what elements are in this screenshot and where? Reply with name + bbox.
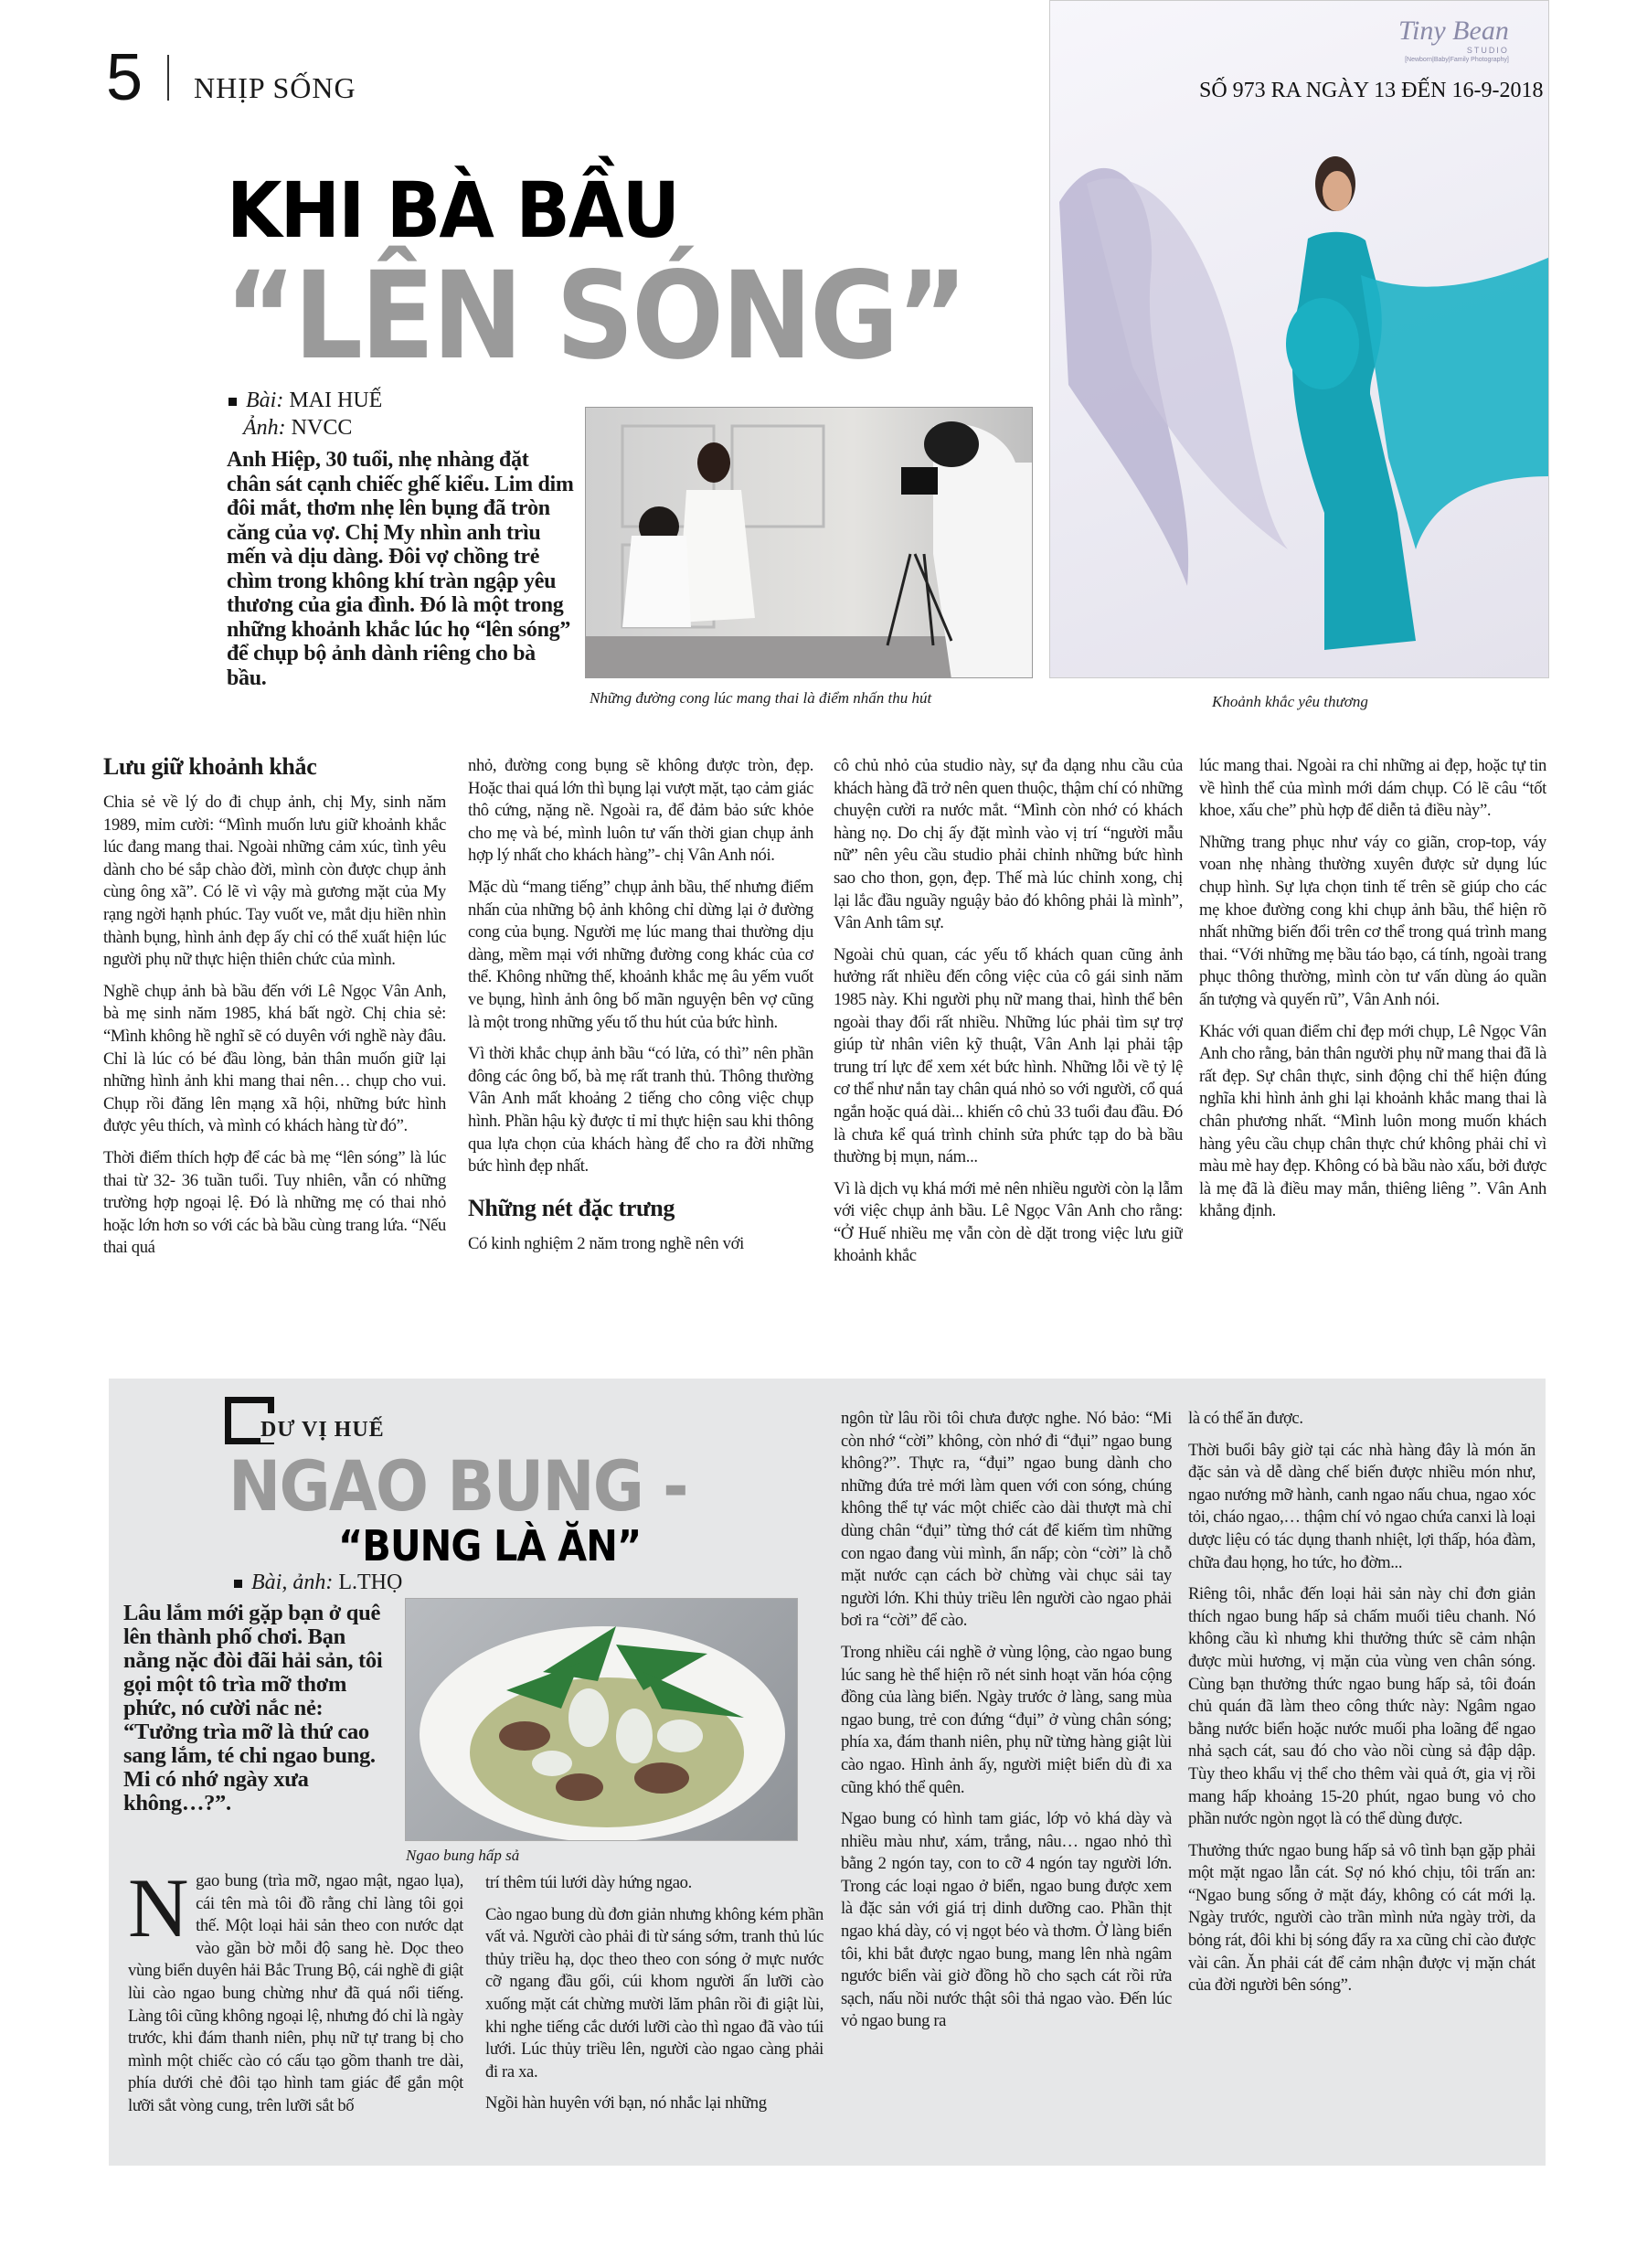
- paragraph: Khác với quan điểm chỉ đẹp mới chụp, Lê Ngọc Vân Anh cho rằng, bản thân người phụ nữ mang thai đã là rất đẹp. Sự chân thực, sinh động chỉ thể hiện đúng nghĩa khi hình ảnh ghi lại khoảnh khắc mang thai là chân phương nhất. “Mình luôn mong muốn khách hàng yêu cầu chụp chân thực chứ không phải chỉ vì màu mè hay đẹp. Không có bà bầu nào xấu, bởi được là mẹ đã là điều may mắn, thiêng liêng ”. Vân Anh khẳng định.: [1199, 1021, 1546, 1221]
- paragraph: lúc mang thai. Ngoài ra chỉ những ai đẹp, hoặc tự tin về hình thể của mình mới dám chụp. Có lẽ câu “tốt khoe, xấu che” phù hợp để diễn tả điều này”.: [1199, 756, 1546, 821]
- paragraph: Riêng tôi, nhắc đến loại hải sản này chỉ đơn giản thích ngao bung hấp sả chấm muối tiêu chanh. Nó không cầu kì nhưng khi thưởng thức sẽ cảm nhận được mùi hương, vị mặn của vùng ven chân sóng. Cùng bạn thưởng thức ngao bung hấp sả, tôi đoán chủ quán đã làm theo công thức này: Ngâm ngao bằng nước biển hoặc nước muối pha loãng để ngao nhả sạch cát, sau đó cho vào nồi cùng sả đập dập. Tùy theo khẩu vị thể cho thêm vài quả ớt, gia vị rồi mang hấp khoảng 15-20 phút, ngao bung vỏ cho phần nước ngòn ngọt là có thể dùng được.: [1188, 1584, 1535, 1829]
- paragraph: nhỏ, đường cong bụng sẽ không được tròn, đẹp. Hoặc thai quá lớn thì bụng lại vượt mặt, tạo cảm giác thô cứng, nặng nề. Ngoài ra, để đảm bảo sức khỏe cho mẹ và bé, mình luôn tư vấn thời gian chụp ảnh hợp lý nhất cho khách hàng”- chị Vân Anh nói.: [468, 756, 813, 866]
- article-column: [468, 755, 813, 1340]
- article-title-line2: “LÊN SÓNG”: [225, 246, 966, 387]
- photo-illustration: [586, 408, 1033, 678]
- paragraph: Ngao bung có hình tam giác, lớp vỏ khá dày và nhiều màu như, xám, trắng, nâu… ngao nhỏ thì bằng 2 ngón tay, con to cỡ 4 ngón tay người lớn. Trong các loại ngao ở biển, ngao bung được xem là đặc sản với giá trị dinh dưỡng cao. Phần thịt ngao khá dày, có vị ngọt béo và thơm. Ở làng biển tôi, khi bắt được ngao bung, mang lên nhà ngâm ngước biển vài giờ đồng hồ cho sạch cát rồi rửa sạch, nấu nồi nước thật sôi thả ngao vào. Đến lúc vỏ ngao bung ra: [841, 1809, 1172, 2031]
- byline: [234, 1569, 402, 1596]
- bullet-icon: [234, 1580, 242, 1588]
- byline-label: Bài:: [246, 389, 284, 412]
- article-column: [1199, 755, 1546, 1340]
- paragraph: Thưởng thức ngao bung hấp sả vô tình bạn gặp phải một mặt ngao lẫn cát. Sợ nó khó chịu, tôi trấn an: “Ngao bung sống ở mặt đáy, không có cát mới lạ. Ngày trước, người cào trần mình nửa ngày trời, da bỏng rát, đôi khi bị sóng đẩy ra xa cũng chỉ cào được vài cân. Ăn phải cát để cảm nhận được vị mặn chát của đời người bên sóng”.: [1188, 1840, 1535, 1996]
- paragraph: cô chủ nhỏ của studio này, sự đa dạng nhu cầu của khách hàng đã trở nên quen thuộc, thậm chí có những chuyện cười ra nước mắt. “Mình còn nhớ có khách hàng nọ. Do chị ấy đặt mình vào vị trí “người mẫu nữ” nên yêu cầu studio phải chỉnh những bức hình sao cho thon, gọn, đẹp. Thế mà lúc chỉnh xong, chị lại lắc đầu nguầy nguậy bảo đó không phải là mình”, Vân Anh tâm sự.: [834, 756, 1183, 933]
- section-title: NHỊP SỐNG: [194, 71, 356, 104]
- paragraph: Thời buổi bây giờ tại các nhà hàng đây là món ăn đặc sản và dễ dàng chế biến được nhiều món như, ngao nướng mỡ hành, canh ngao nấu chua, ngao xóc tỏi, cháo ngao,… thậm chí vỏ ngao chứa canxi là loại dược liệu có tác dụng thanh nhiệt, lợi thấp, hóa đàm, chữa đau họng, ho tức, ho đờm...: [1188, 1440, 1535, 1572]
- byline-author: L.THỌ: [338, 1571, 403, 1594]
- subheading: Những nét đặc trưng: [468, 1194, 675, 1221]
- paragraph: Vì thời khắc chụp ảnh bầu “có lửa, có thì” nên phần đông các ông bố, bà mẹ rất tranh thủ. Thông thường Vân Anh mất khoảng 2 tiếng cho công việc chụp hình. Phần hậu kỳ được tỉ mỉ thực hiện sau khi thông qua lựa chọn của khách hàng để cho ra đời những bức hình đẹp nhất.: [468, 1044, 813, 1177]
- paragraph: trí thêm túi lưới dày hứng ngao.: [485, 1873, 692, 1892]
- article-lead: Anh Hiệp, 30 tuổi, nhẹ nhàng đặt chân sát cạnh chiếc ghế kiểu. Lim dim đôi mắt, thơm nhẹ lên bụng đã tròn căng của vợ. Chị My nhìn anh trìu mến và dịu dàng. Đôi vợ chồng trẻ chìm trong không khí tràn ngập yêu thương của gia đình. Đó là một trong những khoảnh khắc lúc họ “lên sóng” để chụp bộ ảnh dành riêng cho bà bầu.: [227, 448, 574, 690]
- paragraph: Thời điểm thích hợp để các bà mẹ “lên sóng” là lúc thai từ 32- 36 tuần tuổi. Tuy nhiên, vẫn có những trường hợp ngoại lệ. Đó là những mẹ có thai nhỏ hoặc lớn hơn so với các bà bầu cùng trang lứa. “Nếu thai quá: [103, 1147, 446, 1258]
- paragraph: Ngoài chủ quan, các yếu tố khách quan cũng ảnh hưởng rất nhiều đến công việc của cô gái sinh năm 1985 này. Khi người phụ nữ mang thai, hình thể bên ngoài thay đổi rất nhiều. Những lúc phải tìm sự trợ giúp từ nhân viên kỹ thuật, Vân Anh lại phải tập trung trí lực để xem xét bức hình. Những lỗi về tỷ lệ cơ thể như nắn tay chân quá nhỏ so với người, cổ quá ngắn hoặc quá dài... khiến cô chủ 33 tuổi đau đầu. Đó là chưa kể quá trình chỉnh sửa phức tạp do bà bầu thường bị mụn, nám...: [834, 944, 1183, 1167]
- subheading: Lưu giữ khoảnh khắc: [103, 753, 317, 780]
- clam-dish-photo: [405, 1598, 798, 1841]
- paragraph: Vì là dịch vụ khá mới mẻ nên nhiều người còn lạ lẫm với việc chụp ảnh bầu. Lê Ngọc Vân Anh cho rằng: “Ở Huế nhiều mẹ vẫn còn dè dặt trong việc lưu giữ khoảnh khắc: [834, 1178, 1183, 1266]
- rubric-label: DƯ VỊ HUẾ: [260, 1418, 385, 1442]
- byline-label: Bài, ảnh:: [251, 1571, 334, 1594]
- paragraph: Những trang phục như váy co giãn, crop-top, váy voan nhẹ nhàng thường xuyên được sử dụng lúc chụp hình. Sự lựa chọn tinh tế trên sẽ giúp cho các mẹ khoe đường cong khi chụp ảnh bầu, thể hiện rõ nhất những biến đổi trên cơ thể trong quá trình mang thai. “Với những mẹ bầu táo bạo, cá tính, ngoài trang phục thông thường, mình còn tư vấn dùng áo quần ấn tượng và quyến rũ”, Vân Anh nói.: [1199, 832, 1546, 1009]
- article-column: [834, 755, 1183, 1340]
- issue-date: SỐ 973 RA NGÀY 13 ĐẾN 16-9-2018: [1199, 79, 1544, 102]
- paragraph: Chia sẻ về lý do đi chụp ảnh, chị My, sinh năm 1989, mỉm cười: “Mình muốn lưu giữ khoảnh khắc lúc đang mang thai. Ngoài những cảm xúc, tình yêu dành cho bé sắp chào đời, mình còn được chụp ảnh cùng ông xã”. Có lẽ vì vậy mà gương mặt của My rạng ngời hạnh phúc. Tay vuốt ve, mắt dịu hiền nhìn thành bụng, hình ảnh đẹp ấy chỉ có thể xuất hiện lúc người phụ nữ thực hiện thiên chức của mình.: [103, 793, 446, 970]
- paragraph: ngôn từ lâu rồi tôi chưa được nghe. Nó bảo: “Mi còn nhớ “cời” không, còn nhớ đi “đụi” ngao bung không?”. Thực ra, “đụi” ngao bung dành cho những đứa trẻ mới làm quen với con sóng, chúng không thể tự vác một chiếc cào dài thượt mà chỉ dùng chân “đụi” từng thớ cát để kiếm tìm những con ngao đang vùi mình, ẩn nấp; còn “cời” là chỗ mặt nước cạn cách bờ chừng vài chục sải tay người lớn. Khi thủy triều lên người cào ngao phải bơi ra “cời” để cào.: [841, 1409, 1172, 1631]
- drop-cap: N: [128, 1870, 189, 1954]
- paragraph: Nghề chụp ảnh bà bầu đến với Lê Ngọc Vân Anh, bà mẹ sinh năm 1985, khá bất ngờ. Chị chia sẻ: “Mình không hề nghĩ sẽ có duyên với nghề này đâu. Chỉ là lúc có bé đầu lòng, bản thân muốn giữ lại những hình ảnh khi mang thai nên… chụp cho vui. Chụp rồi đăng lên mạng xã hội, những bức hình được yêu thích, và mình có khách hàng từ đó”.: [103, 981, 446, 1136]
- photo-label: Ảnh:: [243, 416, 286, 440]
- photo-caption: Ngao bung hấp sả: [406, 1847, 520, 1864]
- article-lead: Lâu lắm mới gặp bạn ở quê lên thành phố chơi. Bạn nằng nặc đòi đãi hải sản, tôi gọi một tô trìa mỡ thơm phức, nó cười nắc nẻ: “Tưởng trìa mỡ là thứ cao sang lắm, té chi ngao bung. Mi có nhớ ngày xưa không…?”.: [123, 1601, 383, 1815]
- article-column: [1188, 1408, 1535, 2153]
- paragraph: Ngồi hàn huyên với bạn, nó nhắc lại những: [485, 2093, 767, 2114]
- paragraph: Có kinh nghiệm 2 năm trong nghề nên với: [468, 1233, 744, 1253]
- logo-tag: [Newborn|Baby|Family Photography]: [1405, 57, 1509, 63]
- photo-caption: Những đường cong lúc mang thai là điểm nhấn thu hút: [590, 689, 932, 707]
- article-title-line1: NGAO BUNG -: [228, 1445, 687, 1527]
- logo-sub: STUDIO: [1466, 46, 1509, 55]
- article-column: [841, 1408, 1172, 2153]
- photo-author: NVCC: [291, 416, 353, 440]
- article-title-line1: KHI BÀ BẦU: [227, 165, 679, 255]
- article-column: [103, 753, 446, 1338]
- page-number: 5: [106, 41, 143, 114]
- article-title-line2: “BUNG LÀ ĂN”: [338, 1521, 642, 1571]
- article-column: [128, 1870, 463, 2154]
- photo-illustration: [406, 1599, 798, 1841]
- photo-caption: Khoảnh khắc yêu thương: [1212, 693, 1368, 710]
- studio-logo: [1398, 16, 1509, 64]
- paragraph: gao bung (trìa mỡ, ngao mật, ngao lụa), cái tên mà tôi đồ rằng chỉ làng tôi gọi thế. Một loại hải sản theo con nước dạt vào gần bờ mỗi độ sang hè. Dọc theo vùng biển duyên hải Bắc Trung Bộ, cái nghề đi giật lùi cào ngao bung chừng như đã quá nổi tiếng. Làng tôi cũng không ngoại lệ, nhưng đó chỉ là ngày trước, khi đám thanh niên, phụ nữ tự trang bị cho mình một chiếc cào có cấu tạo gồm thanh tre dài, phía dưới chẻ đôi tạo hình tam giác để gắn một lưỡi sắt vòng cung, trên lưỡi sắt bố: [128, 1871, 463, 2115]
- paragraph: Trong nhiều cái nghề ở vùng lộng, cào ngao bung lúc sang hè thể hiện rõ nét sinh hoạt văn hóa cộng đồng của làng biển. Ngày trước ở làng, sang mùa ngao bung, trẻ con đứng “đụi” ở vùng chân sóng; phía xa, đám thanh niên, phụ nữ từng hàng giật lùi cào ngao. Hình ảnh ấy, người miệt biển dù đi xa cũng khó thể quên.: [841, 1642, 1172, 1797]
- byline: [228, 387, 382, 442]
- byline-author: MAI HUẾ: [289, 389, 383, 412]
- header-divider: [167, 55, 169, 101]
- bullet-icon: [228, 398, 237, 406]
- paragraph: Cào ngao bung dù đơn giản nhưng không kém phần vất vả. Người cào phải đi từ sáng sớm, tranh thủ lúc thủy triều hạ, dọc theo theo con sóng ở mực nước cỡ ngang đầu gối, cúi khom người ấn lưỡi cào xuống mặt cát chừng mười lăm phân rồi đi giật lùi, khi nghe tiếng cắc dưới lưỡi cào thì ngao đã vào túi lưới. Lúc thủy triều lên, người cào ngao càng phải đi ra xa.: [485, 1904, 824, 2082]
- article-column: [485, 1872, 824, 2156]
- paragraph: là có thể ăn được.: [1188, 1409, 1303, 1428]
- logo-text: Tiny Bean: [1398, 16, 1509, 46]
- couple-photo: [585, 407, 1033, 678]
- paragraph: Mặc dù “mang tiếng” chụp ảnh bầu, thế nhưng điểm nhấn của những bộ ảnh không chỉ dừng lại ở đường cong của bụng. Người mẹ lúc mang thai thường dịu dàng, mềm mại với những đường cong khác của cơ thể. Không những thế, khoảnh khắc mẹ âu yếm vuốt ve bụng, hình ảnh ông bố mãn nguyện bên vợ cũng là một trong những yếu tố thu hút của bức hình.: [468, 877, 813, 1032]
